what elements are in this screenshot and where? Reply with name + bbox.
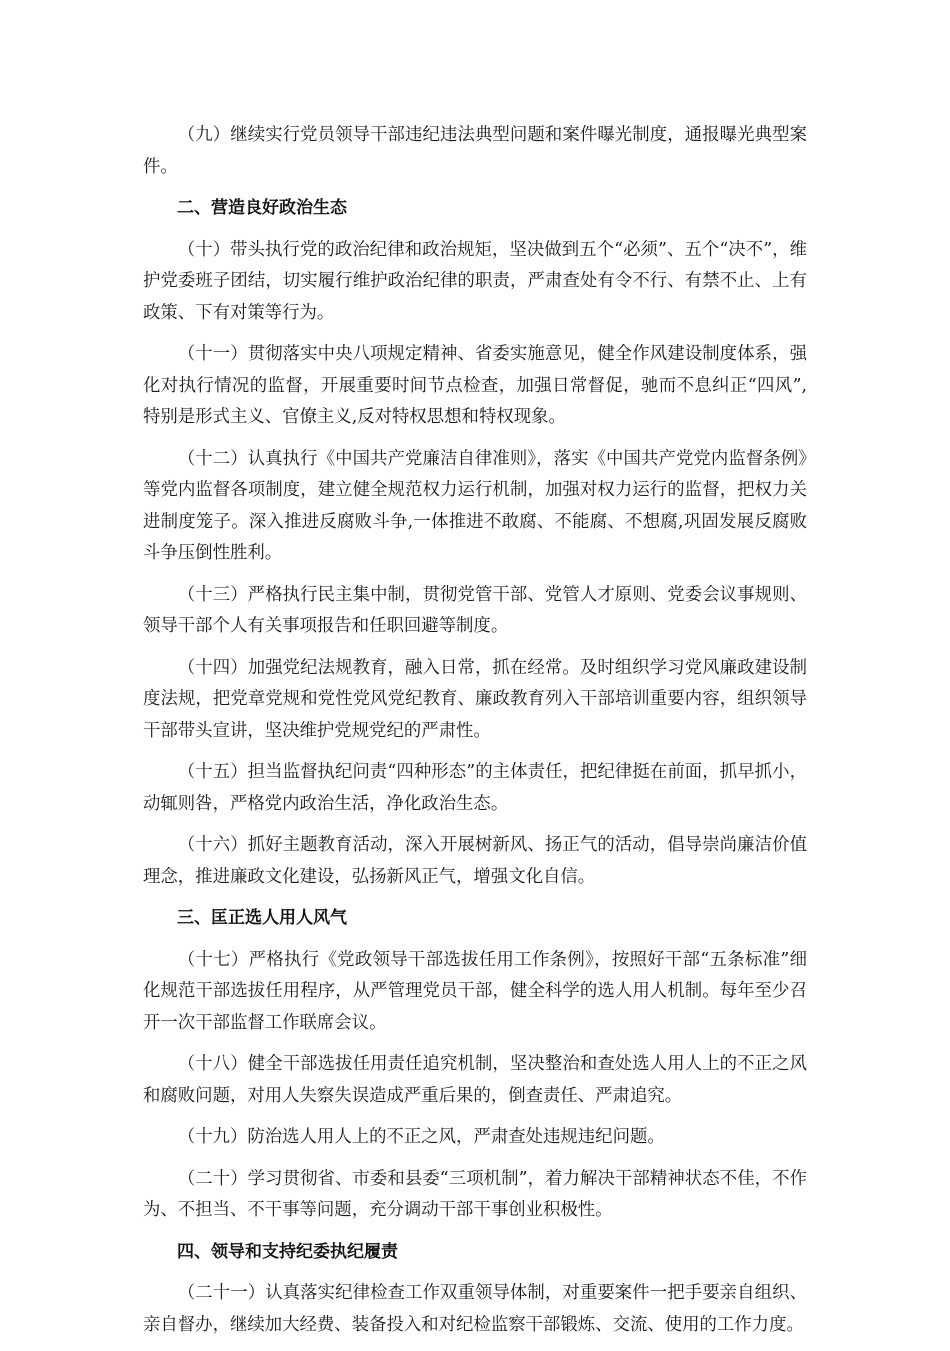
section-heading-4: 四、领导和支持纪委执纪履责 — [177, 1241, 398, 1262]
paragraph-16: （十六）抓好主题教育活动，深入开展树新风、扬正气的活动，倡导崇尚廉洁价值理念，推进廉政文化建设，弘扬新风正气，增强文化自信。 — [143, 835, 807, 887]
paragraph-18: （十八）健全干部选拔任用责任追究机制，坚决整治和查处选人用人上的不正之风和腐败问题，对用人失察失误造成严重后果的，倒查责任、严肃追究。 — [143, 1054, 807, 1106]
section-heading-3: 三、匡正选人用人风气 — [177, 908, 347, 928]
section-heading-2: 二、营造良好政治生态 — [177, 198, 347, 218]
paragraph-11: （十一）贯彻落实中央八项规定精神、省委实施意见，健全作风建设制度体系，强化对执行情况的监督，开展重要时间节点检查，加强日常督促，驰而不息纠正“四风”,特别是形式主义、官僚主义,反对特权思想和特权现象。 — [143, 344, 807, 427]
paragraph-17: （十七）严格执行《党政领导干部选拔任用工作条例》，按照好干部“五条标准”细化规范干部选拔任用程序，从严管理党员干部，健全科学的选人用人机制。每年至少召开一次干部监督工作联席会议。 — [143, 949, 807, 1033]
paragraph-12: （十二）认真执行《中国共产党廉洁自律准则》，落实《中国共产党党内监督条例》等党内监督各项制度，建立健全规范权力运行机制，加强对权力运行的监督，把权力关进制度笼子。深入推进反腐败斗争,一体推进不敢腐、不能腐、不想腐,巩固发展反腐败斗争压倒性胜利。 — [143, 448, 807, 563]
paragraph-14: （十四）加强党纪法规教育，融入日常，抓在经常。及时组织学习党风廉政建设制度法规，把党章党规和党性党风党纪教育、廉政教育列入干部培训重要内容，组织领导干部带头宣讲，坚决维护党规党纪的严肃性。 — [143, 657, 807, 741]
paragraph-10: （十）带头执行党的政治纪律和政治规矩，坚决做到五个“必须”、五个“决不”，维护党委班子团结，切实履行维护政治纪律的职责，严肃查处有令不行、有禁不止、上有政策、下有对策等行为。 — [143, 239, 807, 323]
paragraph-21: （二十一）认真落实纪律检查工作双重领导体制，对重要案件一把手要亲自组织、亲自督办，继续加大经费、装备投入和对纪检监察干部锻炼、交流、使用的工作力度。 — [143, 1283, 807, 1335]
paragraph-13: （十三）严格执行民主集中制，贯彻党管干部、党管人才原则、党委会议事规则、领导干部个人有关事项报告和任职回避等制度。 — [143, 584, 807, 636]
paragraph-15: （十五）担当监督执纪问责“四种形态”的主体责任，把纪律挺在前面，抓早抓小，动辄则咎，严格党内政治生活，净化政治生态。 — [143, 762, 807, 814]
paragraph-9: （九）继续实行党员领导干部违纪违法典型问题和案件曝光制度，通报曝光典型案件。 — [143, 125, 807, 177]
paragraph-19: （十九）防治选人用人上的不正之风，严肃查处违规违纪问题。 — [177, 1127, 665, 1147]
paragraph-20: （二十）学习贯彻省、市委和县委“三项机制”，着力解决干部精神状态不佳，不作为、不担当、不干事等问题，充分调动干部干事创业积极性。 — [143, 1168, 807, 1220]
document-body — [143, 120, 807, 1351]
